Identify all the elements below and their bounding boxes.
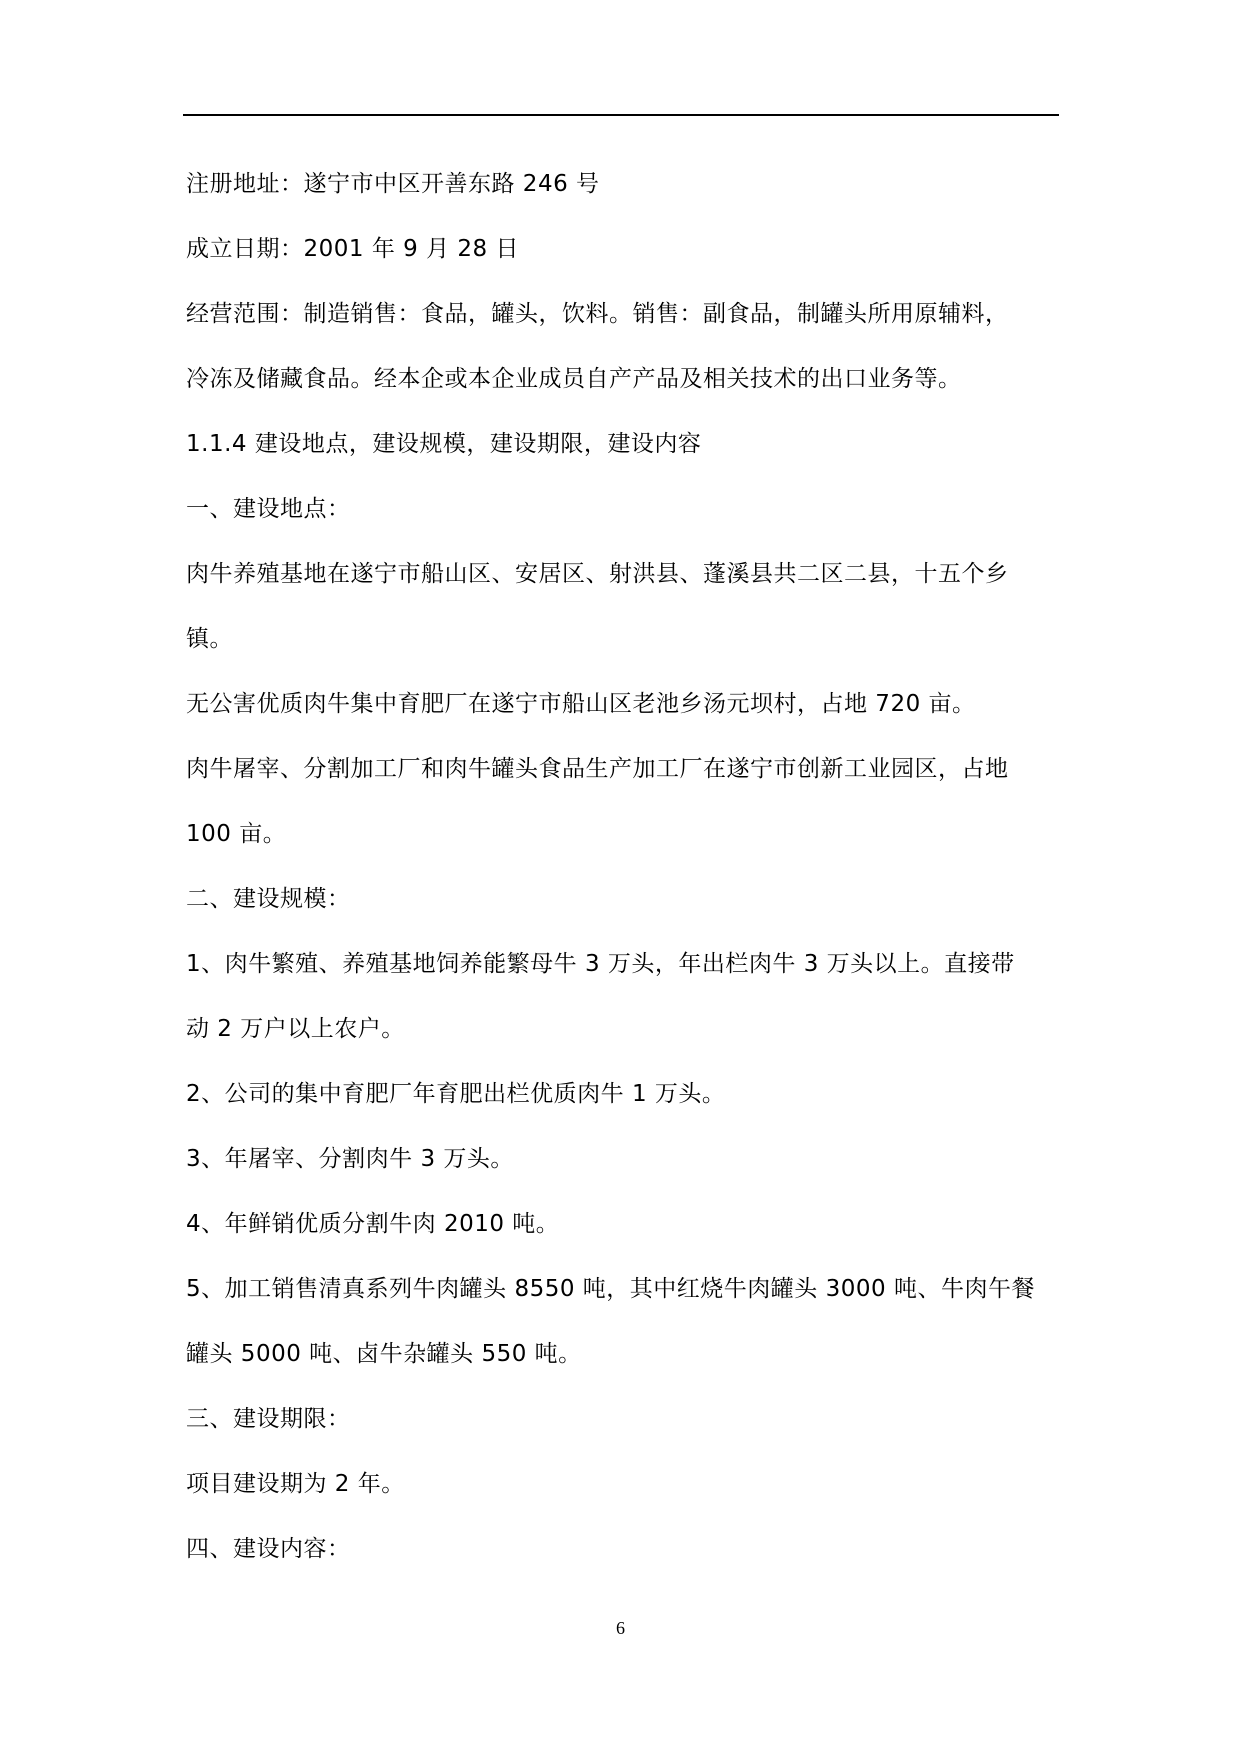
text-line: 注册地址：遂宁市中区开善东路 246 号 xyxy=(186,171,600,197)
list-item: 1、肉牛繁殖、养殖基地饲养能繁母牛 3 万头，年出栏肉牛 3 万头以上。直接带 xyxy=(186,951,1015,977)
text-line: 项目建设期为 2 年。 xyxy=(186,1471,405,1497)
list-item: 3、年屠宰、分割肉牛 3 万头。 xyxy=(186,1146,514,1172)
text-line: 冷冻及储藏食品。经本企或本企业成员自产产品及相关技术的出口业务等。 xyxy=(186,366,962,392)
page-number: 6 xyxy=(616,1618,625,1638)
text-line: 成立日期：2001 年 9 月 28 日 xyxy=(186,236,519,262)
text-line: 镇。 xyxy=(186,626,233,652)
text-line: 无公害优质肉牛集中育肥厂在遂宁市船山区老池乡汤元坝村，占地 720 亩。 xyxy=(186,691,976,717)
subsection-heading: 三、建设期限： xyxy=(186,1406,351,1432)
text-line: 经营范围：制造销售：食品，罐头，饮料。销售：副食品，制罐头所用原辅料， xyxy=(186,301,1009,327)
list-item: 2、公司的集中育肥厂年育肥出栏优质肉牛 1 万头。 xyxy=(186,1081,726,1107)
header-rule xyxy=(183,114,1059,116)
document-body xyxy=(186,152,1062,1582)
text-line: 100 亩。 xyxy=(186,821,287,847)
list-item: 罐头 5000 吨、卤牛杂罐头 550 吨。 xyxy=(186,1341,582,1367)
list-item: 4、年鲜销优质分割牛肉 2010 吨。 xyxy=(186,1211,560,1237)
list-item: 动 2 万户以上农户。 xyxy=(186,1016,405,1042)
subsection-heading: 一、建设地点： xyxy=(186,496,351,522)
subsection-heading: 二、建设规模： xyxy=(186,886,351,912)
subsection-heading: 四、建设内容： xyxy=(186,1536,351,1562)
list-item: 5、加工销售清真系列牛肉罐头 8550 吨，其中红烧牛肉罐头 3000 吨、牛肉午餐 xyxy=(186,1276,1035,1302)
text-line: 肉牛屠宰、分割加工厂和肉牛罐头食品生产加工厂在遂宁市创新工业园区，占地 xyxy=(186,756,1009,782)
section-heading: 1.1.4 建设地点，建设规模，建设期限，建设内容 xyxy=(186,431,702,457)
text-line: 肉牛养殖基地在遂宁市船山区、安居区、射洪县、蓬溪县共二区二县，十五个乡 xyxy=(186,561,1009,587)
